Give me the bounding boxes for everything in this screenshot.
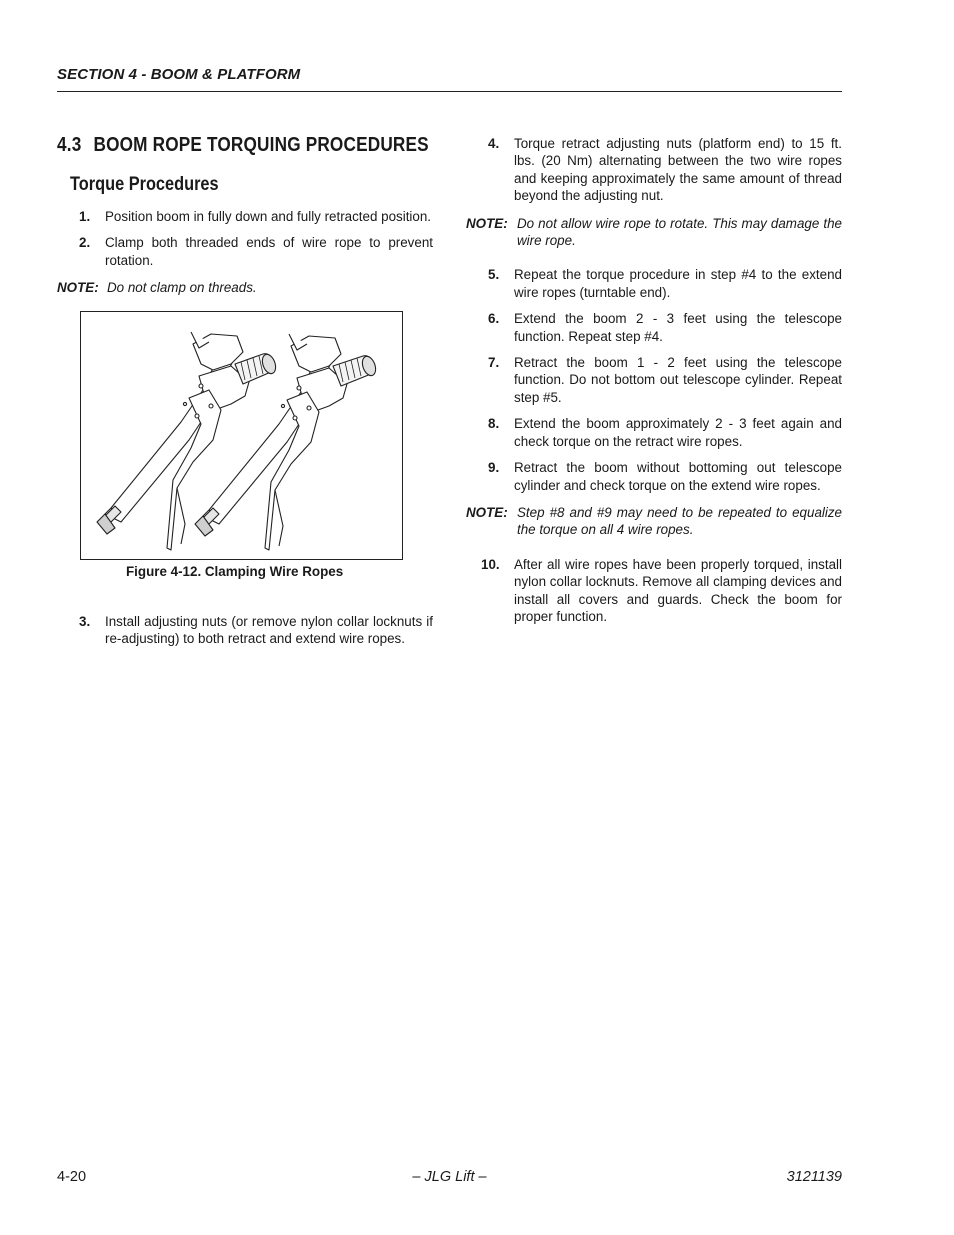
step-1 (57, 208, 433, 225)
note-label: NOTE: (57, 280, 99, 296)
step-text: Position boom in fully down and fully retracted position. (105, 209, 432, 224)
footer-brand: – JLG Lift – (412, 1169, 487, 1185)
left-column (57, 132, 433, 648)
step-7 (466, 354, 842, 406)
document-number: 3121139 (786, 1169, 842, 1185)
section-title: BOOM ROPE TORQUING PROCEDURES (93, 134, 429, 156)
step-text: Extend the boom 2 - 3 feet using the telescope function. Repeat step #4. (514, 311, 842, 344)
step-2 (57, 234, 433, 269)
page-number: 4-20 (57, 1169, 87, 1185)
section-heading (57, 132, 429, 158)
step-8 (466, 415, 842, 450)
note-label: NOTE: (466, 215, 508, 231)
step-text: Repeat the torque procedure in step #4 to the extend wire ropes (turntable end). (514, 267, 842, 300)
note-wire-rope-rotate (466, 215, 842, 250)
page-footer (57, 1169, 842, 1189)
note-text: Do not clamp on threads. (107, 280, 257, 296)
step-text: Extend the boom approximately 2 - 3 feet again and check torque on the retract wire ropes. (514, 416, 842, 449)
step-number: 4. (488, 136, 500, 151)
note-repeat-steps (466, 504, 842, 539)
step-text: After all wire ropes have been properly torqued, install nylon collar locknuts. Remove all clamping devices and install all covers and guards. Check the boom for proper function. (514, 556, 842, 624)
step-number: 7. (488, 355, 500, 371)
step-number: 3. (79, 614, 91, 630)
step-text: Install adjusting nuts (or remove nylon collar locknuts if re-adjusting) to both retract and extend wire ropes. (105, 614, 433, 647)
step-9 (466, 459, 842, 494)
step-3 (57, 613, 433, 648)
step-4 (466, 135, 842, 205)
note-do-not-clamp (57, 279, 433, 296)
step-number: 6. (488, 311, 500, 327)
step-text: Torque retract adjusting nuts (platform end) to 15 ft. lbs. (20 Nm) alternating between the two wire ropes and keeping approximately the same amount of thread beyond the adjusting nut. (514, 136, 842, 204)
subsection-heading: Torque Procedures (70, 174, 219, 195)
step-10 (466, 556, 842, 626)
step-number: 5. (488, 267, 500, 283)
page-header (57, 66, 842, 92)
step-number: 8. (488, 416, 500, 432)
right-column (466, 135, 842, 625)
figure-caption: Figure 4-12. Clamping Wire Ropes (126, 563, 344, 579)
step-5 (466, 266, 842, 301)
step-number: 1. (79, 209, 91, 224)
step-text: Clamp both threaded ends of wire rope to prevent rotation. (105, 235, 433, 268)
step-number: 10. (481, 556, 500, 572)
figure-clamping-wire-ropes (80, 311, 403, 560)
section-number: 4.3 (57, 134, 82, 156)
step-6 (466, 310, 842, 345)
note-text: Do not allow wire rope to rotate. This may damage the wire rope. (517, 215, 842, 249)
step-text: Retract the boom without bottoming out telescope cylinder and check torque on the extend wire ropes. (514, 460, 842, 493)
locking-pliers-illustration (81, 312, 402, 559)
step-number: 9. (488, 460, 500, 476)
note-text: Step #8 and #9 may need to be repeated to equalize the torque on all 4 wire ropes. (517, 504, 842, 538)
step-number: 2. (79, 235, 91, 251)
note-label: NOTE: (466, 504, 508, 520)
step-text: Retract the boom 1 - 2 feet using the telescope function. Do not bottom out telescope cylinder. Repeat step #5. (514, 355, 842, 405)
section-header-title: SECTION 4 - BOOM & PLATFORM (57, 66, 301, 83)
